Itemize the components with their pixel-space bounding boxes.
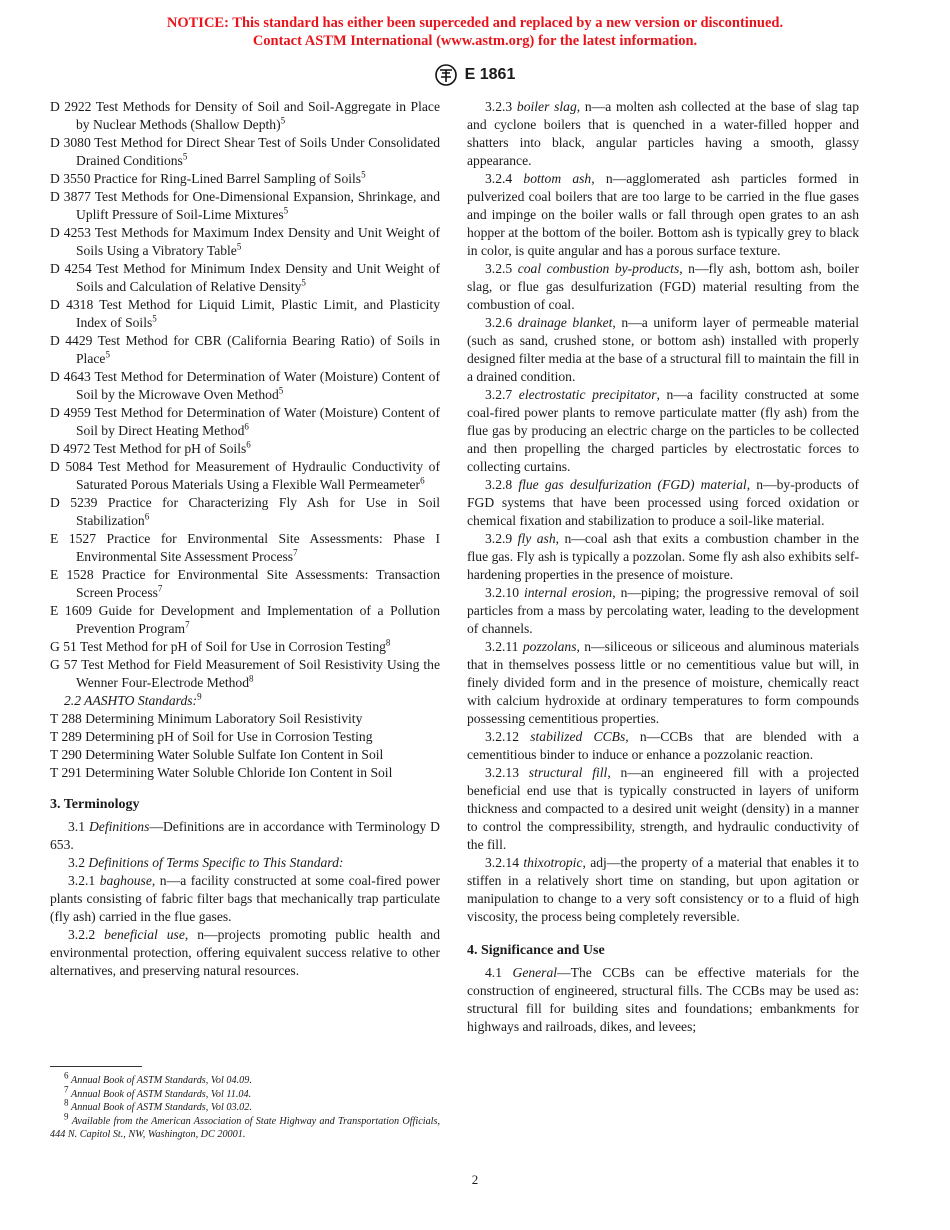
para-3-1: 3.1 Definitions—Definitions are in accordance with Terminology D 653.: [50, 819, 440, 852]
reference-item: [50, 134, 440, 170]
reference-item: [50, 332, 440, 368]
footnotes: [50, 1070, 441, 1142]
definition-term: fly ash: [517, 531, 556, 546]
reference-item: [50, 530, 440, 566]
reference-text: D 4959 Test Method for Determination of Water (Moisture) Content of Soil by Direct Heating Method: [50, 405, 440, 438]
reference-item: [50, 656, 440, 692]
footnote-marker: 5: [278, 385, 284, 396]
footnote-text: Annual Book of ASTM Standards, Vol 03.02.: [71, 1102, 252, 1113]
footnote-number: 6: [64, 1070, 69, 1081]
definition-3-2-6: [467, 314, 859, 386]
definition-term: electrostatic precipitator: [518, 387, 657, 402]
definition-3-2-8: [467, 476, 859, 530]
definition-number: 3.2.4: [485, 171, 513, 186]
definition-term: bottom ash: [523, 171, 592, 186]
reference-text: D 4429 Test Method for CBR (California Bearing Ratio) of Soils in Place: [50, 333, 440, 366]
footnote-marker: 5: [283, 205, 289, 216]
definition-number: 3.2.9: [485, 531, 513, 546]
reference-item: [50, 188, 440, 224]
footnote-marker: 7: [185, 619, 190, 630]
definition-number: 3.2.6: [485, 315, 513, 330]
definition-term: thixotropic: [523, 855, 583, 870]
reference-item: [50, 440, 440, 458]
astm-logo-icon: [435, 64, 457, 86]
reference-item: [50, 98, 440, 134]
footnote-marker: 7: [157, 583, 163, 594]
reference-text: E 1528 Practice for Environmental Site Assessments: Transaction Screen Process: [50, 567, 440, 600]
definition-number: 3.2.14: [485, 855, 519, 870]
reference-item: [50, 224, 440, 260]
aashto-item: T 289 Determining pH of Soil for Use in Corrosion Testing: [50, 729, 373, 744]
footnote-marker: 5: [361, 169, 366, 180]
reference-item: [50, 368, 440, 404]
definition-number: 3.2.8: [485, 477, 513, 492]
definition-term: coal combustion by-products: [517, 261, 680, 276]
reference-text: D 3080 Test Method for Direct Shear Test of Soils Under Consolidated Drained Conditions: [50, 135, 440, 168]
footnote-number: 9: [64, 1111, 69, 1122]
footnote-number: 7: [64, 1084, 69, 1095]
reference-item: [50, 296, 440, 332]
definition-text: , n—agglomerated ash particles formed in pulverized coal boilers that are too large to be carried in the flue gases and impinge on the boiler walls or fall through open grates to an ash hopper at the bottom of the boiler. Bottom ash is typically grey to black in color, is quite angular and has a porous surface texture.: [467, 171, 859, 258]
notice-line-2: Contact ASTM International (www.astm.org) for the latest information.: [252, 33, 698, 49]
aashto-item: T 288 Determining Minimum Laboratory Soil Resistivity: [50, 711, 363, 726]
notice-line-1: NOTICE: This standard has either been superceded and replaced by a new version or discontinued.: [166, 15, 784, 31]
para-3-2-2: 3.2.2 beneficial use, n—projects promoting public health and environmental protection, offering equivalent success relative to other alternatives, and preserving natural resources.: [50, 927, 441, 978]
definition-text: , n—piping; the progressive removal of soil particles from a mass by percolating water, leading to the development of channels.: [467, 585, 859, 636]
reference-text: D 3550 Practice for Ring-Lined Barrel Sampling of Soils: [50, 171, 362, 186]
definition-term: stabilized CCBs: [530, 729, 626, 744]
definition-text: , adj—the property of a material that enables it to stiffen in a relatively short time on standing, but upon agitation or manipulation to change to a very soft consistency or to a fluid of high viscosity, the process being completely reversible.: [467, 855, 859, 924]
reference-item: [50, 170, 440, 188]
reference-text: D 4318 Test Method for Liquid Limit, Plastic Limit, and Plasticity Index of Soils: [50, 297, 440, 330]
definition-text: , n—CCBs that are blended with a cementitious binder to induce or enhance a pozzolanic reaction.: [467, 729, 859, 762]
notice-banner: [0, 14, 950, 50]
definition-3-2-10: [467, 584, 859, 638]
reference-text: D 4253 Test Methods for Maximum Index Density and Unit Weight of Soils Using a Vibratory Table: [50, 225, 440, 258]
reference-item: [50, 404, 440, 440]
reference-text: G 51 Test Method for pH of Soil for Use in Corrosion Testing: [50, 639, 386, 654]
footnote-marker: 8: [249, 673, 254, 684]
definition-text: , n—coal ash that exits a combustion chamber in the flue gas. Fly ash is typically a pozzolan. Some fly ash also exhibits self-hardening properties in the presence of moisture.: [467, 531, 859, 582]
footnote-marker: 5: [301, 277, 306, 288]
definition-text: , n—by-products of FGD systems that have been processed using forced oxidation or chemical fixation and stabilization to produce a soil-like material.: [467, 477, 859, 528]
page-number: 2: [471, 1172, 479, 1187]
reference-text: G 57 Test Method for Field Measurement of Soil Resistivity Using the Wenner Four-Electrode Method: [50, 657, 440, 690]
definition-text: , n—a facility constructed at some coal-fired power plants to remove particulate matter (fly ash) from the flue gas by producing an electric charge on the particles to be collected and then propelling the charged particles by electrostatic forces to collecting curtains.: [467, 387, 860, 474]
reference-item: [50, 458, 440, 494]
footnote-text: Available from the American Association of State Highway and Transportation Officials, 444 N. Capitol St., NW, Washington, DC 20001.: [50, 1115, 441, 1140]
definition-3-2-11: [467, 638, 859, 728]
footnote: [50, 1084, 440, 1102]
reference-text: D 4972 Test Method for pH of Soils: [50, 441, 247, 456]
reference-text: D 4254 Test Method for Minimum Index Density and Unit Weight of Soils and Calculation of Relative Density: [50, 261, 440, 294]
reference-text: D 5084 Test Method for Measurement of Hydraulic Conductivity of Saturated Porous Materials Using a Flexible Wall Permeameter: [50, 459, 440, 492]
reference-text: E 1527 Practice for Environmental Site Assessments: Phase I Environmental Site Assessment Process: [50, 531, 440, 564]
definition-number: 3.2.13: [485, 765, 519, 780]
footnote-marker: 6: [246, 439, 251, 450]
footnote-marker: 5: [182, 151, 188, 162]
footnote: [50, 1111, 441, 1142]
definition-term: internal erosion: [523, 585, 613, 600]
footnote-marker: 5: [105, 349, 110, 360]
footnote-number: 8: [64, 1097, 69, 1108]
reference-item: [50, 566, 440, 602]
aashto-heading: 2.2 AASHTO Standards:$^9$: [64, 691, 202, 708]
footnote-marker: 6: [144, 511, 150, 522]
aashto-item: T 290 Determining Water Soluble Sulfate Ion Content in Soil: [50, 747, 384, 762]
footnote-marker: 6: [420, 475, 425, 486]
footnote-text: Annual Book of ASTM Standards, Vol 04.09.: [71, 1075, 252, 1086]
definition-text: , n—an engineered fill with a projected beneficial end use that is typically constructed in layers of uniform thickness and compacted to a desired unit weight (density) in a manner to control the compressibility, strength, and hydraulic conductivity of the fill.: [467, 765, 859, 852]
right-column: [467, 98, 859, 1036]
definition-term: pozzolans: [522, 639, 577, 654]
standard-code: E 1861: [464, 66, 516, 83]
section-4-title: 4. Significance and Use: [467, 943, 605, 958]
para-3-2-1: 3.2.1 baghouse, n—a facility constructed at some coal-fired power plants consisting of fabric filter bags that mechanically trap particulate (fly ash) carried in the flue gases.: [50, 873, 440, 924]
definition-text: , n—fly ash, bottom ash, boiler slag, or flue gas desulfurization (FGD) material resulting from the combustion of coal.: [467, 261, 859, 312]
definition-3-2-4: [467, 170, 859, 260]
reference-text: E 1609 Guide for Development and Implementation of a Pollution Prevention Program: [50, 603, 440, 636]
reference-item: [50, 638, 440, 656]
footnote-text: Annual Book of ASTM Standards, Vol 11.04.: [71, 1088, 252, 1100]
footnote-marker: 6: [244, 421, 249, 432]
aashto-list: [50, 710, 440, 782]
definition-number: 3.2.11: [485, 639, 519, 654]
definition-number: 3.2.5: [485, 261, 513, 276]
definition-number: 3.2.3: [485, 99, 513, 114]
aashto-item: T 291 Determining Water Soluble Chloride Ion Content in Soil: [50, 765, 393, 780]
definition-3-2-9: [467, 530, 859, 584]
document-header: [0, 64, 950, 86]
reference-text: D 2922 Test Methods for Density of Soil and Soil-Aggregate in Place by Nuclear Methods (Shallow Depth): [50, 99, 440, 132]
footnote-marker: 8: [385, 637, 391, 648]
para-4-1: 4.1 General—The CCBs can be effective materials for the construction of engineered, structural fills. The CCBs may be used as: structural fill for building sites and foundations; embankments for highways and railroads, dikes, and levees;: [467, 965, 859, 1034]
definition-3-2-3: [467, 98, 859, 170]
definition-number: 3.2.7: [485, 387, 513, 402]
reference-item: [50, 602, 440, 638]
reference-item: [50, 494, 440, 530]
footnote: [50, 1097, 440, 1115]
definition-text: , n—a uniform layer of permeable material (such as sand, crushed stone, or bottom ash) installed with properly designed filter media at the base of a structural fill to maintain the fill in a drained condition.: [467, 315, 859, 384]
definition-number: 3.2.12: [485, 729, 519, 744]
definition-text: , n—siliceous or siliceous and aluminous materials that in themselves possess little or no cementitious value but will, in finely divided form and in the presence of moisture, chemically react with calcium hydroxide at ordinary temperatures to form compounds possessing cementitious properties.: [467, 639, 860, 726]
reference-list: [50, 98, 440, 692]
definition-3-2-7: [467, 386, 859, 476]
reference-text: D 3877 Test Methods for One-Dimensional Expansion, Shrinkage, and Uplift Pressure of Soil-Lime Mixtures: [50, 189, 440, 222]
definition-term: flue gas desulfurization (FGD) material: [518, 477, 747, 492]
footnote-marker: 5: [280, 115, 286, 126]
section-3-title: 3. Terminology: [50, 797, 140, 812]
reference-item: [50, 260, 440, 296]
reference-text: D 5239 Practice for Characterizing Fly Ash for Use in Soil Stabilization: [50, 495, 440, 528]
definition-term: drainage blanket: [517, 315, 613, 330]
definition-3-2-14: [467, 854, 859, 926]
definition-list: [467, 98, 859, 926]
reference-text: D 4643 Test Method for Determination of Water (Moisture) Content of Soil by the Microwave Oven Method: [50, 369, 440, 402]
footnote: [50, 1070, 440, 1088]
para-3-2: 3.2 Definitions of Terms Specific to This Standard:: [68, 855, 344, 870]
footnote-divider: [50, 1066, 142, 1067]
definition-number: 3.2.10: [485, 585, 519, 600]
definition-text: , n—a molten ash collected at the base of slag tap and cyclone boilers that is quenched in a water-filled hopper and shatters into black, angular particles having a smooth, glassy appearance.: [467, 99, 860, 168]
footnote-marker: 5: [236, 241, 242, 252]
footnote-marker: 7: [293, 547, 298, 558]
definition-term: boiler slag: [516, 99, 577, 114]
footnote-marker: 5: [152, 313, 157, 324]
left-column: [50, 98, 440, 980]
definition-3-2-5: [467, 260, 859, 314]
definition-term: structural fill: [528, 765, 608, 780]
definition-3-2-12: [467, 728, 859, 764]
definition-3-2-13: [467, 764, 859, 854]
